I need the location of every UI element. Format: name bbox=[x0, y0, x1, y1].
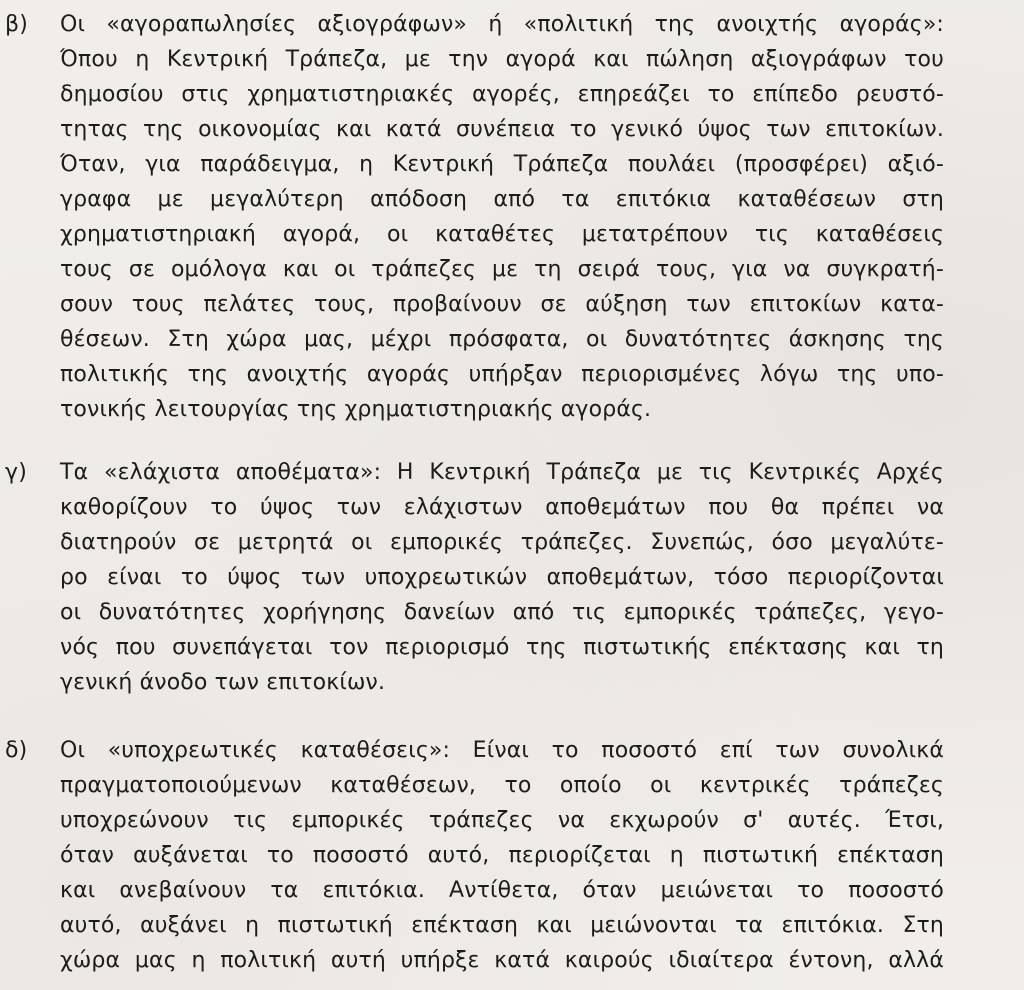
item-marker: δ) bbox=[5, 738, 28, 763]
text-line: και ανεβαίνουν τα επιτόκια. Αντίθετα, όταν μειώνεται το ποσοστό bbox=[60, 878, 944, 903]
text-line: Όπου η Κεντρική Τράπεζα, με την αγορά και πώληση αξιογράφων του bbox=[60, 47, 944, 72]
text-line: νός που συνεπάγεται τον περιορισμό της πιστωτικής επέκτασης και τη bbox=[60, 635, 944, 660]
text-line: όταν αυξάνεται το ποσοστό αυτό, περιορίζεται η πιστωτική επέκταση bbox=[60, 843, 944, 868]
text-line: υποχρεώνουν τις εμπορικές τράπεζες να εκχωρούν σ' αυτές. Έτσι, bbox=[60, 808, 944, 833]
text-line: χρηματιστηριακή αγορά, οι καταθέτες μετατρέπουν τις καταθέσεις bbox=[60, 222, 944, 247]
text-line: γενική άνοδο των επιτοκίων. bbox=[60, 670, 386, 695]
text-line: πραγματοποιούμενων καταθέσεων, το οποίο οι κεντρικές τράπεζες bbox=[60, 773, 944, 798]
text-line: καθορίζουν το ύψος των ελάχιστων αποθεμάτων που θα πρέπει να bbox=[60, 495, 944, 520]
text-line: τους σε ομόλογα και οι τράπεζες με τη σειρά τους, για να συγκρατή- bbox=[60, 257, 944, 282]
text-line: δημοσίου στις χρηματιστηριακές αγορές, επηρεάζει το επίπεδο ρευστό- bbox=[60, 82, 944, 107]
text-line: τονικής λειτουργίας της χρηματιστηριακής αγοράς. bbox=[60, 397, 652, 422]
text-line: σουν τους πελάτες τους, προβαίνουν σε αύξηση των επιτοκίων κατα- bbox=[60, 292, 944, 317]
text-line: θέσεων. Στη χώρα μας, μέχρι πρόσφατα, οι δυνατότητες άσκησης της bbox=[60, 327, 944, 352]
text-line: χώρα μας η πολιτική αυτή υπήρξε κατά καιρούς ιδιαίτερα έντονη, αλλά bbox=[60, 948, 944, 973]
text-line: Οι «υποχρεωτικές καταθέσεις»: Είναι το ποσοστό επί των συνολικά bbox=[60, 738, 944, 763]
text-line: πολιτικής της ανοιχτής αγοράς υπήρξαν περιορισμένες λόγω της υπο- bbox=[60, 362, 944, 387]
item-marker: β) bbox=[5, 12, 29, 37]
text-line: αυτό, αυξάνει η πιστωτική επέκταση και μειώνονται τα επιτόκια. Στη bbox=[60, 913, 944, 938]
text-line: οι δυνατότητες χορήγησης δανείων από τις εμπορικές τράπεζες, γεγο- bbox=[60, 600, 944, 625]
text-line: γραφα με μεγαλύτερη απόδοση από τα επιτόκια καταθέσεων στη bbox=[60, 187, 944, 212]
text-line: ρο είναι το ύψος των υποχρεωτικών αποθεμάτων, τόσο περιορίζονται bbox=[60, 565, 944, 590]
text-line: Τα «ελάχιστα αποθέματα»: Η Κεντρική Τράπεζα με τις Κεντρικές Αρχές bbox=[60, 460, 944, 485]
text-line: διατηρούν σε μετρητά οι εμπορικές τράπεζες. Συνεπώς, όσο μεγαλύτε- bbox=[60, 530, 944, 555]
text-line: Όταν, για παράδειγμα, η Κεντρική Τράπεζα πουλάει (προσφέρει) αξιό- bbox=[60, 152, 944, 177]
text-line: τητας της οικονομίας και κατά συνέπεια το γενικό ύψος των επιτοκίων. bbox=[60, 117, 944, 142]
text-line: Οι «αγοραπωλησίες αξιογράφων» ή «πολιτική της ανοιχτής αγοράς»: bbox=[60, 12, 944, 37]
item-marker: γ) bbox=[5, 460, 28, 485]
